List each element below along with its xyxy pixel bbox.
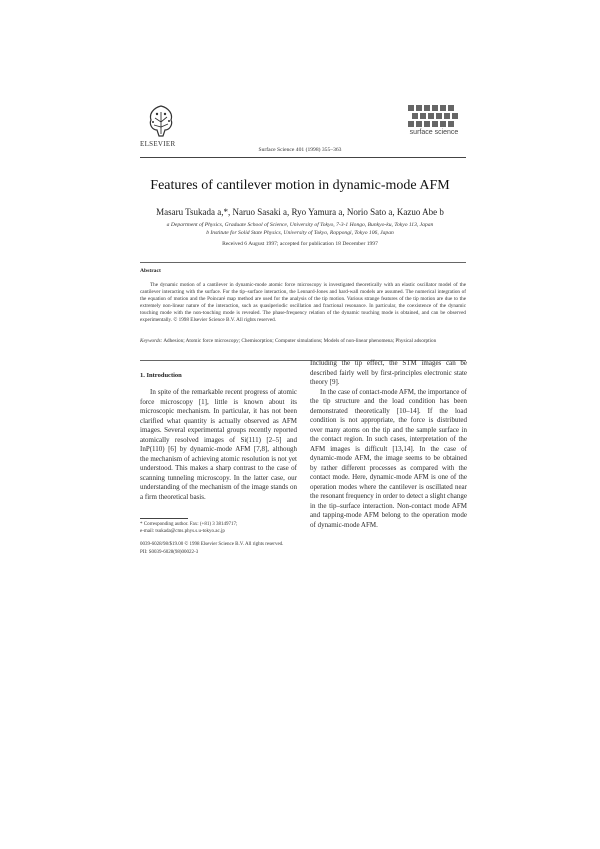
affiliation-b: b Institute for Solid State Physics, University of Tokyo, Roppongi, Tokyo 106, Japan — [206, 230, 394, 236]
section-heading: 1. Introduction — [140, 372, 182, 379]
journal-reference: Surface Science 401 (1998) 355–363 — [258, 147, 342, 153]
paper-title: Features of cantilever motion in dynamic-mode AFM — [150, 178, 450, 193]
affiliation-a: a Department of Physics, Graduate School of Science, University of Tokyo, 7-3-1 Hongo, Bunkyo-ku, Tokyo 113, Japan — [166, 222, 434, 228]
keywords — [140, 338, 466, 345]
abstract-heading: Abstract — [140, 268, 161, 274]
footnote — [140, 521, 300, 535]
keywords-label: Keywords: — [140, 338, 163, 344]
received-dates: Received 6 August 1997; accepted for publication 18 December 1997 — [222, 241, 378, 247]
publisher-name: ELSEVIER — [140, 140, 176, 148]
paragraph: Including the tip effect, the STM images can be described fairly well by first-principles electronic state theory [9]. — [310, 359, 467, 386]
copyright-block — [140, 541, 320, 556]
journal-name: surface science — [409, 129, 459, 136]
abstract-top-divider — [140, 262, 466, 263]
paragraph: In spite of the remarkable recent progress of atomic force microscopy [1], little is known about its microscopic mechanism. In particular, it has not been clarified what quantity is actually observed as AFM images. Several experimental groups recently reported atomically resolved images of Si(111) [2–5] and InP(110) [6] by dynamic-mode AFM [7,8], although the mechanism of achieving atomic resolution is not yet understood. This makes a sharp contrast to the case of scanning tunneling microscopy. In the latter case, our understanding of the mechanism of the image stands on a firm theoretical basis. — [140, 388, 297, 501]
footnote-email: e-mail: tsukada@cms.phys.s.u-tokyo.ac.jp — [140, 529, 225, 534]
abstract-text: The dynamic motion of a cantilever in dynamic-mode atomic force microscopy is investigated theoretically with an elastic oscillator model of the cantilever interacting with the surface. For the tip–surface interaction, the Lennard-Jones and hard-wall models are assumed. The numerical integration of the equation of motion and the Poincaré map method are used for the analysis of the tip motion. Various strange features of the tip motion are due to the extremely non-linear nature of the interaction, such as quasiperiodic oscillation and fractional resonance. In particular, the coexistence of the dynamic touching mode with the non-touching mode is revealed. The phase-frequency relation of the dynamic touching mode is obtained, and can be observed experimentally. © 1998 Elsevier Science B.V. All rights reserved. — [140, 282, 466, 323]
footnote-line: * Corresponding author. Fax: (+81) 3 38149717; — [140, 522, 238, 527]
header-divider — [140, 157, 466, 158]
author-list: Masaru Tsukada a,*, Naruo Sasaki a, Ryo Yamura a, Norio Sato a, Kazuo Abe b — [156, 207, 444, 217]
left-column — [140, 388, 297, 502]
paragraph: In the case of contact-mode AFM, the importance of the tip structure and the load condition has been demonstrated theoretically [10–14]. If the load condition is not appropriate, the force is distributed over many atoms on the tip and the sample surface in the contact region. In such cases, interpretation of the AFM images is difficult [13,14]. In the case of dynamic-mode AFM, the image seems to be obtained by rather different processes as compared with the contact mode. Here, dynamic-mode AFM is one of the operation modes where the cantilever is oscillated near the resonant frequency in order to detect a slight change in the tip–surface interaction. Non-contact mode AFM and tapping-mode AFM belong to the operation mode of dynamic-mode AFM. — [310, 387, 467, 529]
footnote-divider — [140, 518, 188, 519]
copyright-line: 0039-6028/98/$19.00 © 1998 Elsevier Science B.V. All rights reserved. — [140, 542, 284, 547]
right-column — [310, 359, 467, 530]
elsevier-tree-logo-icon — [143, 102, 179, 138]
pii-line: PII: S0039-6028(98)00022-3 — [140, 549, 199, 555]
keywords-text: Adhesion; Atomic force microscopy; Chemisorption; Computer simulations; Models of non-linear phenomena; Physical adsorption — [163, 338, 437, 344]
